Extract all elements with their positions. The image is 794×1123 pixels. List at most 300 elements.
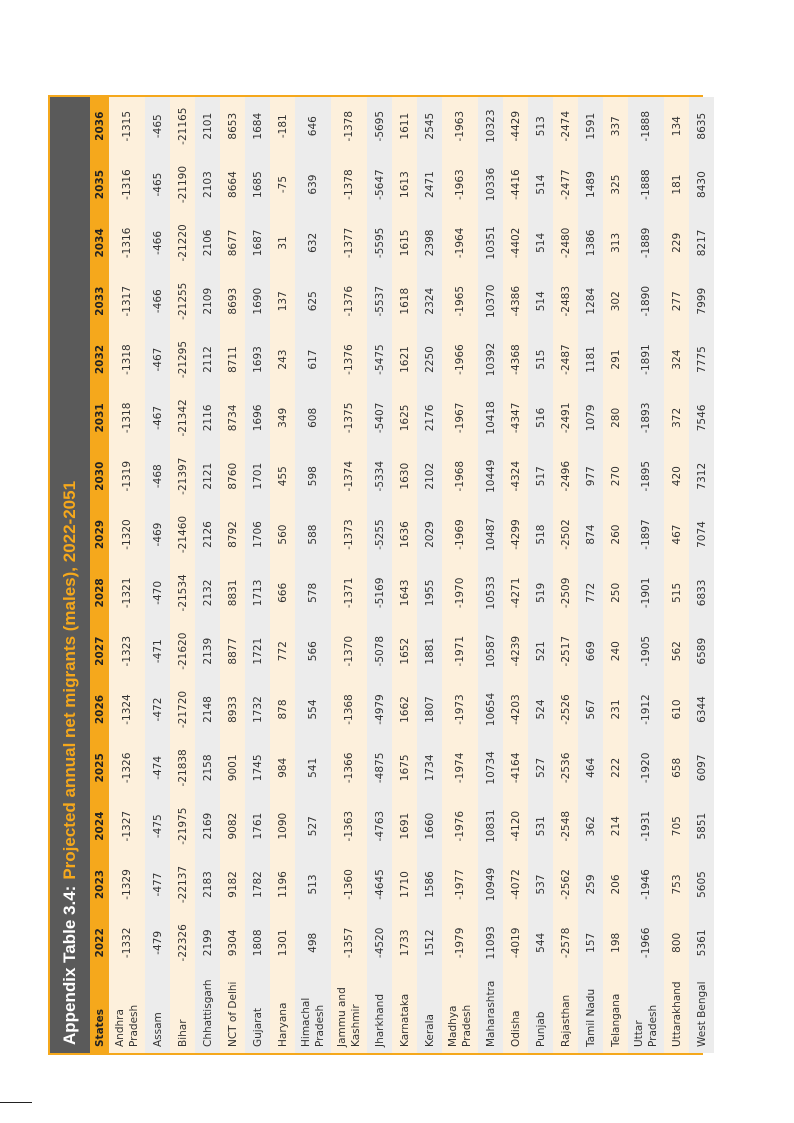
value-cell: 10487 (484, 517, 497, 552)
value-cell: -22326 (176, 924, 189, 962)
value-cell: 6097 (695, 754, 708, 782)
value-cell: -1368 (343, 694, 355, 725)
value-cell: -1363 (343, 810, 355, 842)
value-cell: 878 (276, 699, 289, 720)
column-header-year: 2029 (90, 505, 109, 563)
value-cell: -21397 (176, 457, 189, 495)
value-cell: 10392 (484, 342, 497, 377)
value-cell: 2148 (201, 696, 214, 723)
table-row (553, 97, 578, 1053)
value-cell: -5334 (373, 460, 386, 492)
value-cell: -2483 (559, 285, 572, 317)
value-cell: 554 (307, 699, 319, 720)
value-cell: 455 (276, 466, 289, 487)
value-cell: -21975 (176, 807, 189, 845)
value-cell: 1734 (423, 754, 436, 782)
value-cell: -1375 (343, 402, 355, 434)
value-cell: 1586 (423, 871, 436, 898)
value-cell: 243 (276, 349, 289, 370)
value-cell: -4271 (509, 577, 522, 609)
value-cell: 324 (670, 349, 683, 370)
value-cell: 1613 (398, 171, 411, 198)
value-cell: -1366 (343, 752, 355, 784)
value-cell: -466 (151, 230, 164, 255)
value-cell: 250 (609, 582, 622, 603)
table-row (170, 97, 195, 1053)
value-cell: 1079 (584, 404, 597, 432)
value-cell: 2176 (423, 404, 436, 432)
value-cell: 2029 (423, 521, 436, 548)
value-cell: 2106 (201, 229, 214, 257)
value-cell: -2548 (559, 810, 572, 842)
value-cell: -1971 (454, 635, 466, 667)
value-cell: -4072 (509, 869, 522, 900)
value-cell: -468 (151, 464, 164, 489)
table-row (295, 97, 331, 1053)
value-cell: 8653 (226, 112, 239, 140)
value-cell: 1955 (423, 579, 436, 607)
column-header-year: 2028 (90, 564, 109, 622)
value-cell: -1376 (343, 344, 355, 375)
value-cell: 515 (670, 582, 683, 603)
value-cell: -4875 (373, 752, 386, 784)
value-cell: 1489 (584, 171, 597, 198)
value-cell: 6589 (695, 637, 708, 665)
value-cell: 1690 (251, 287, 264, 315)
value-cell: 705 (670, 816, 683, 837)
value-cell: 2139 (201, 637, 214, 665)
value-cell: -4520 (373, 927, 386, 959)
value-cell: 521 (534, 641, 547, 662)
value-cell: 349 (276, 407, 289, 428)
table-row (603, 97, 628, 1053)
value-cell: 10831 (484, 809, 497, 843)
value-cell: -4299 (509, 519, 522, 550)
value-cell: 157 (584, 932, 597, 953)
value-cell: 2324 (423, 287, 436, 315)
value-cell: -1963 (454, 110, 466, 142)
value-cell: -1970 (454, 577, 466, 609)
state-name-cell: Assam (151, 1012, 164, 1047)
column-header-year: 2025 (90, 739, 109, 797)
value-cell: 874 (584, 524, 597, 545)
value-cell: -2477 (559, 169, 572, 200)
value-cell: 562 (670, 641, 683, 662)
value-cell: 259 (584, 874, 597, 895)
value-cell: 8677 (226, 229, 239, 257)
column-header-year: 2024 (90, 797, 109, 855)
value-cell: -4203 (509, 694, 522, 725)
value-cell: -1920 (640, 752, 652, 784)
value-cell: 560 (276, 524, 289, 545)
table-title (50, 97, 90, 1053)
value-cell: -1963 (454, 169, 466, 200)
value-cell: 513 (307, 874, 319, 895)
value-cell: 137 (276, 291, 289, 312)
value-cell: 1706 (251, 521, 264, 548)
state-name-cell: Odisha (509, 1010, 522, 1047)
value-cell: -1323 (121, 635, 133, 667)
table-row (664, 97, 689, 1053)
value-cell: 260 (609, 524, 622, 545)
value-cell: 977 (584, 466, 597, 487)
value-cell: -1324 (121, 694, 133, 725)
value-cell: 2199 (201, 929, 214, 957)
value-cell: -2487 (559, 344, 572, 375)
value-cell: 517 (534, 466, 547, 487)
value-cell: 8430 (695, 171, 708, 198)
value-cell: 669 (584, 641, 597, 662)
value-cell: -1888 (640, 169, 652, 200)
value-cell: 1782 (251, 871, 264, 898)
value-cell: -2509 (559, 577, 572, 609)
value-cell: -4347 (509, 402, 522, 434)
value-cell: 527 (307, 816, 319, 837)
value-cell: 8831 (226, 579, 239, 607)
value-cell: -21220 (176, 224, 189, 262)
value-cell: -1378 (343, 110, 355, 142)
value-cell: 8760 (226, 462, 239, 490)
value-cell: 646 (307, 116, 319, 137)
value-cell: 610 (670, 699, 683, 720)
value-cell: 6833 (695, 579, 708, 607)
value-cell: 1662 (398, 696, 411, 723)
state-name-cell: Karnataka (398, 993, 411, 1047)
state-name-cell: Jharkhand (373, 994, 386, 1047)
table-row (195, 97, 220, 1053)
value-cell: -5078 (373, 635, 386, 667)
table-row (145, 97, 170, 1053)
value-cell: 198 (609, 932, 622, 953)
value-cell: 206 (609, 874, 622, 895)
value-cell: 518 (534, 524, 547, 545)
value-cell: 362 (584, 816, 597, 837)
value-cell: -1895 (640, 460, 652, 492)
value-cell: 1591 (584, 112, 597, 140)
value-cell: 2126 (201, 521, 214, 548)
value-cell: 2121 (201, 462, 214, 490)
value-cell: -21534 (176, 574, 189, 612)
value-cell: -4239 (509, 635, 522, 667)
value-cell: 10323 (484, 109, 497, 143)
value-cell: -4386 (509, 285, 522, 317)
value-cell: 240 (609, 641, 622, 662)
value-cell: 302 (609, 291, 622, 312)
value-cell: 1710 (398, 871, 411, 898)
value-cell: 567 (584, 699, 597, 720)
value-cell: 8217 (695, 229, 708, 257)
value-cell: -1946 (640, 869, 652, 900)
value-cell: 1721 (251, 637, 264, 665)
value-cell: -479 (151, 930, 164, 955)
column-header-year: 2026 (90, 680, 109, 738)
value-cell: -5695 (373, 110, 386, 142)
value-cell: 527 (534, 757, 547, 778)
value-cell: 514 (534, 174, 547, 195)
column-header-year: 2027 (90, 622, 109, 680)
column-header-year: 2036 (90, 97, 109, 155)
header-row (90, 97, 109, 1053)
value-cell: 984 (276, 757, 289, 778)
value-cell: 1807 (423, 696, 436, 723)
value-cell: -1891 (640, 344, 652, 375)
value-cell: -21295 (176, 340, 189, 379)
value-cell: 1713 (251, 579, 264, 607)
value-cell: -1893 (640, 402, 652, 434)
value-cell: 2132 (201, 579, 214, 607)
table-row (503, 97, 528, 1053)
value-cell: -1318 (121, 402, 133, 434)
value-cell: 11093 (484, 926, 497, 960)
value-cell: 8664 (226, 171, 239, 198)
value-cell: -1376 (343, 285, 355, 317)
value-cell: 632 (307, 232, 319, 253)
value-cell: 1696 (251, 404, 264, 432)
value-cell: 134 (670, 116, 683, 137)
value-cell: -21620 (176, 632, 189, 670)
value-cell: -1968 (454, 460, 466, 492)
value-cell: 10654 (484, 692, 497, 727)
value-cell: -475 (151, 814, 164, 839)
column-header-year: 2034 (90, 214, 109, 272)
value-cell: 31 (276, 236, 289, 250)
value-cell: -4416 (509, 169, 522, 200)
state-name-cell: Andhra Pradesh (114, 1004, 140, 1047)
table-row (478, 97, 503, 1053)
value-cell: -4429 (509, 110, 522, 142)
value-cell: 2545 (423, 112, 436, 140)
value-cell: 2183 (201, 871, 214, 898)
value-cell: 231 (609, 699, 622, 720)
value-cell: -181 (276, 114, 289, 139)
value-cell: -1374 (343, 460, 355, 492)
value-cell: -4402 (509, 227, 522, 259)
value-cell: -469 (151, 522, 164, 547)
value-cell: 1625 (398, 404, 411, 432)
column-header-year: 2031 (90, 389, 109, 447)
column-header-year: 2023 (90, 855, 109, 913)
value-cell: 772 (584, 582, 597, 603)
value-cell: 8693 (226, 287, 239, 315)
page-rule (0, 1102, 32, 1103)
value-cell: 5361 (695, 929, 708, 957)
value-cell: -467 (151, 405, 164, 430)
column-header-year: 2030 (90, 447, 109, 505)
value-cell: -1888 (640, 110, 652, 142)
value-cell: -1905 (640, 635, 652, 667)
value-cell: 7775 (695, 346, 708, 373)
value-cell: 1611 (398, 112, 411, 140)
value-cell: -21460 (176, 515, 189, 554)
value-cell: -5255 (373, 519, 386, 550)
value-cell: -1321 (121, 577, 133, 609)
value-cell: 420 (670, 466, 683, 487)
value-cell: -4368 (509, 344, 522, 375)
state-name-cell: Bihar (176, 1019, 189, 1047)
value-cell: -1360 (343, 869, 355, 900)
value-cell: -1890 (640, 285, 652, 317)
value-cell: 2250 (423, 346, 436, 373)
table-row (331, 97, 367, 1053)
value-cell: -2480 (559, 227, 572, 259)
value-cell: 578 (307, 582, 319, 603)
value-cell: 2169 (201, 812, 214, 840)
value-cell: -2491 (559, 402, 572, 434)
table-row (628, 97, 664, 1053)
state-name-cell: Madhya Pradesh (447, 1004, 473, 1047)
value-cell: 544 (534, 932, 547, 953)
value-cell: 467 (670, 524, 683, 545)
state-name-cell: Uttar Pradesh (633, 1004, 659, 1047)
value-cell: -1967 (454, 402, 466, 434)
state-name-cell: Kerala (423, 1014, 436, 1047)
value-cell: -5595 (373, 227, 386, 259)
value-cell: -477 (151, 872, 164, 897)
value-cell: 1675 (398, 754, 411, 782)
value-cell: 617 (307, 349, 319, 370)
value-cell: 1684 (251, 112, 264, 140)
value-cell: -466 (151, 289, 164, 314)
column-header-year: 2022 (90, 914, 109, 972)
value-cell: -1974 (454, 752, 466, 784)
value-cell: -1966 (640, 927, 652, 959)
value-cell: 1808 (251, 929, 264, 957)
value-cell: -4979 (373, 694, 386, 725)
value-cell: 1701 (251, 462, 264, 490)
migrants-table (90, 97, 714, 1053)
table-row (245, 97, 270, 1053)
value-cell: 625 (307, 291, 319, 312)
value-cell: 8734 (226, 404, 239, 432)
value-cell: 1284 (584, 287, 597, 315)
value-cell: -5647 (373, 169, 386, 200)
table-row (367, 97, 392, 1053)
value-cell: 7312 (695, 462, 708, 490)
value-cell: 2101 (201, 112, 214, 140)
value-cell: -4763 (373, 810, 386, 842)
value-cell: 7999 (695, 287, 708, 315)
value-cell: 1745 (251, 754, 264, 782)
value-cell: 514 (534, 232, 547, 253)
value-cell: -2562 (559, 869, 572, 900)
value-cell: 325 (609, 174, 622, 195)
value-cell: 9082 (226, 812, 239, 840)
value-cell: 8933 (226, 696, 239, 723)
column-header-states: States (90, 972, 109, 1053)
value-cell: -1373 (343, 519, 355, 550)
value-cell: 313 (609, 232, 622, 253)
value-cell: -5169 (373, 577, 386, 609)
value-cell: -465 (151, 114, 164, 139)
value-cell: 229 (670, 232, 683, 253)
value-cell: 524 (534, 699, 547, 720)
value-cell: 1630 (398, 462, 411, 490)
value-cell: -465 (151, 172, 164, 197)
value-cell: -467 (151, 347, 164, 372)
value-cell: 513 (534, 116, 547, 137)
value-cell: 8877 (226, 637, 239, 665)
value-cell: -2526 (559, 694, 572, 725)
value-cell: 531 (534, 816, 547, 837)
value-cell: 10587 (484, 634, 497, 668)
value-cell: 1660 (423, 812, 436, 840)
state-name-cell: NCT of Delhi (226, 981, 239, 1047)
state-name-cell: Rajasthan (559, 994, 572, 1047)
value-cell: -1315 (121, 110, 133, 142)
value-cell: -1316 (121, 227, 133, 259)
value-cell: 372 (670, 407, 683, 428)
value-cell: -75 (276, 176, 289, 194)
value-cell: 541 (307, 757, 319, 778)
value-cell: -470 (151, 580, 164, 605)
value-cell: -4019 (509, 927, 522, 959)
value-cell: 214 (609, 816, 622, 837)
value-cell: -1969 (454, 519, 466, 550)
value-cell: -2474 (559, 110, 572, 142)
value-cell: 280 (609, 407, 622, 428)
value-cell: 291 (609, 349, 622, 370)
value-cell: -21838 (176, 749, 189, 787)
value-cell: -4120 (509, 810, 522, 842)
value-cell: 588 (307, 524, 319, 545)
value-cell: 5605 (695, 871, 708, 898)
value-cell: 8711 (226, 346, 239, 373)
value-cell: 10949 (484, 867, 497, 902)
value-cell: 7074 (695, 521, 708, 548)
value-cell: -1931 (640, 810, 652, 842)
value-cell: -1327 (121, 810, 133, 842)
value-cell: 464 (584, 757, 597, 778)
value-cell: 1733 (398, 929, 411, 957)
value-cell: 1685 (251, 171, 264, 198)
value-cell: 608 (307, 407, 319, 428)
value-cell: 337 (609, 116, 622, 137)
value-cell: 1693 (251, 346, 264, 373)
value-cell: -5537 (373, 285, 386, 317)
value-cell: -1370 (343, 635, 355, 667)
value-cell: -1976 (454, 810, 466, 842)
value-cell: -471 (151, 639, 164, 664)
state-name-cell: Chhattisgarh (201, 979, 214, 1047)
value-cell: 2398 (423, 229, 436, 257)
state-name-cell: Jammu and Kashmir (336, 987, 362, 1047)
state-name-cell: Punjab (534, 1011, 547, 1047)
value-cell: 277 (670, 291, 683, 312)
value-cell: 8635 (695, 112, 708, 140)
value-cell: 2471 (423, 171, 436, 198)
value-cell: -4645 (373, 869, 386, 900)
value-cell: 519 (534, 582, 547, 603)
table-title-highlight: Projected annual net migrants (males), 2022-2051 (60, 480, 79, 880)
value-cell: 6344 (695, 696, 708, 723)
table-row (109, 97, 145, 1053)
value-cell: 2109 (201, 287, 214, 315)
value-cell: 181 (670, 174, 683, 195)
value-cell: 1636 (398, 521, 411, 548)
value-cell: 5851 (695, 812, 708, 840)
value-cell: -21165 (176, 107, 189, 145)
value-cell: -1316 (121, 169, 133, 200)
value-cell: 1618 (398, 287, 411, 315)
value-cell: 1615 (398, 229, 411, 257)
value-cell: -21190 (176, 165, 189, 204)
state-name-cell: West Bengal (695, 981, 708, 1047)
state-name-cell: Gujarat (251, 1007, 264, 1047)
value-cell: -22137 (176, 865, 189, 904)
value-cell: -4324 (509, 460, 522, 492)
value-cell: 537 (534, 874, 547, 895)
table-row (528, 97, 553, 1053)
